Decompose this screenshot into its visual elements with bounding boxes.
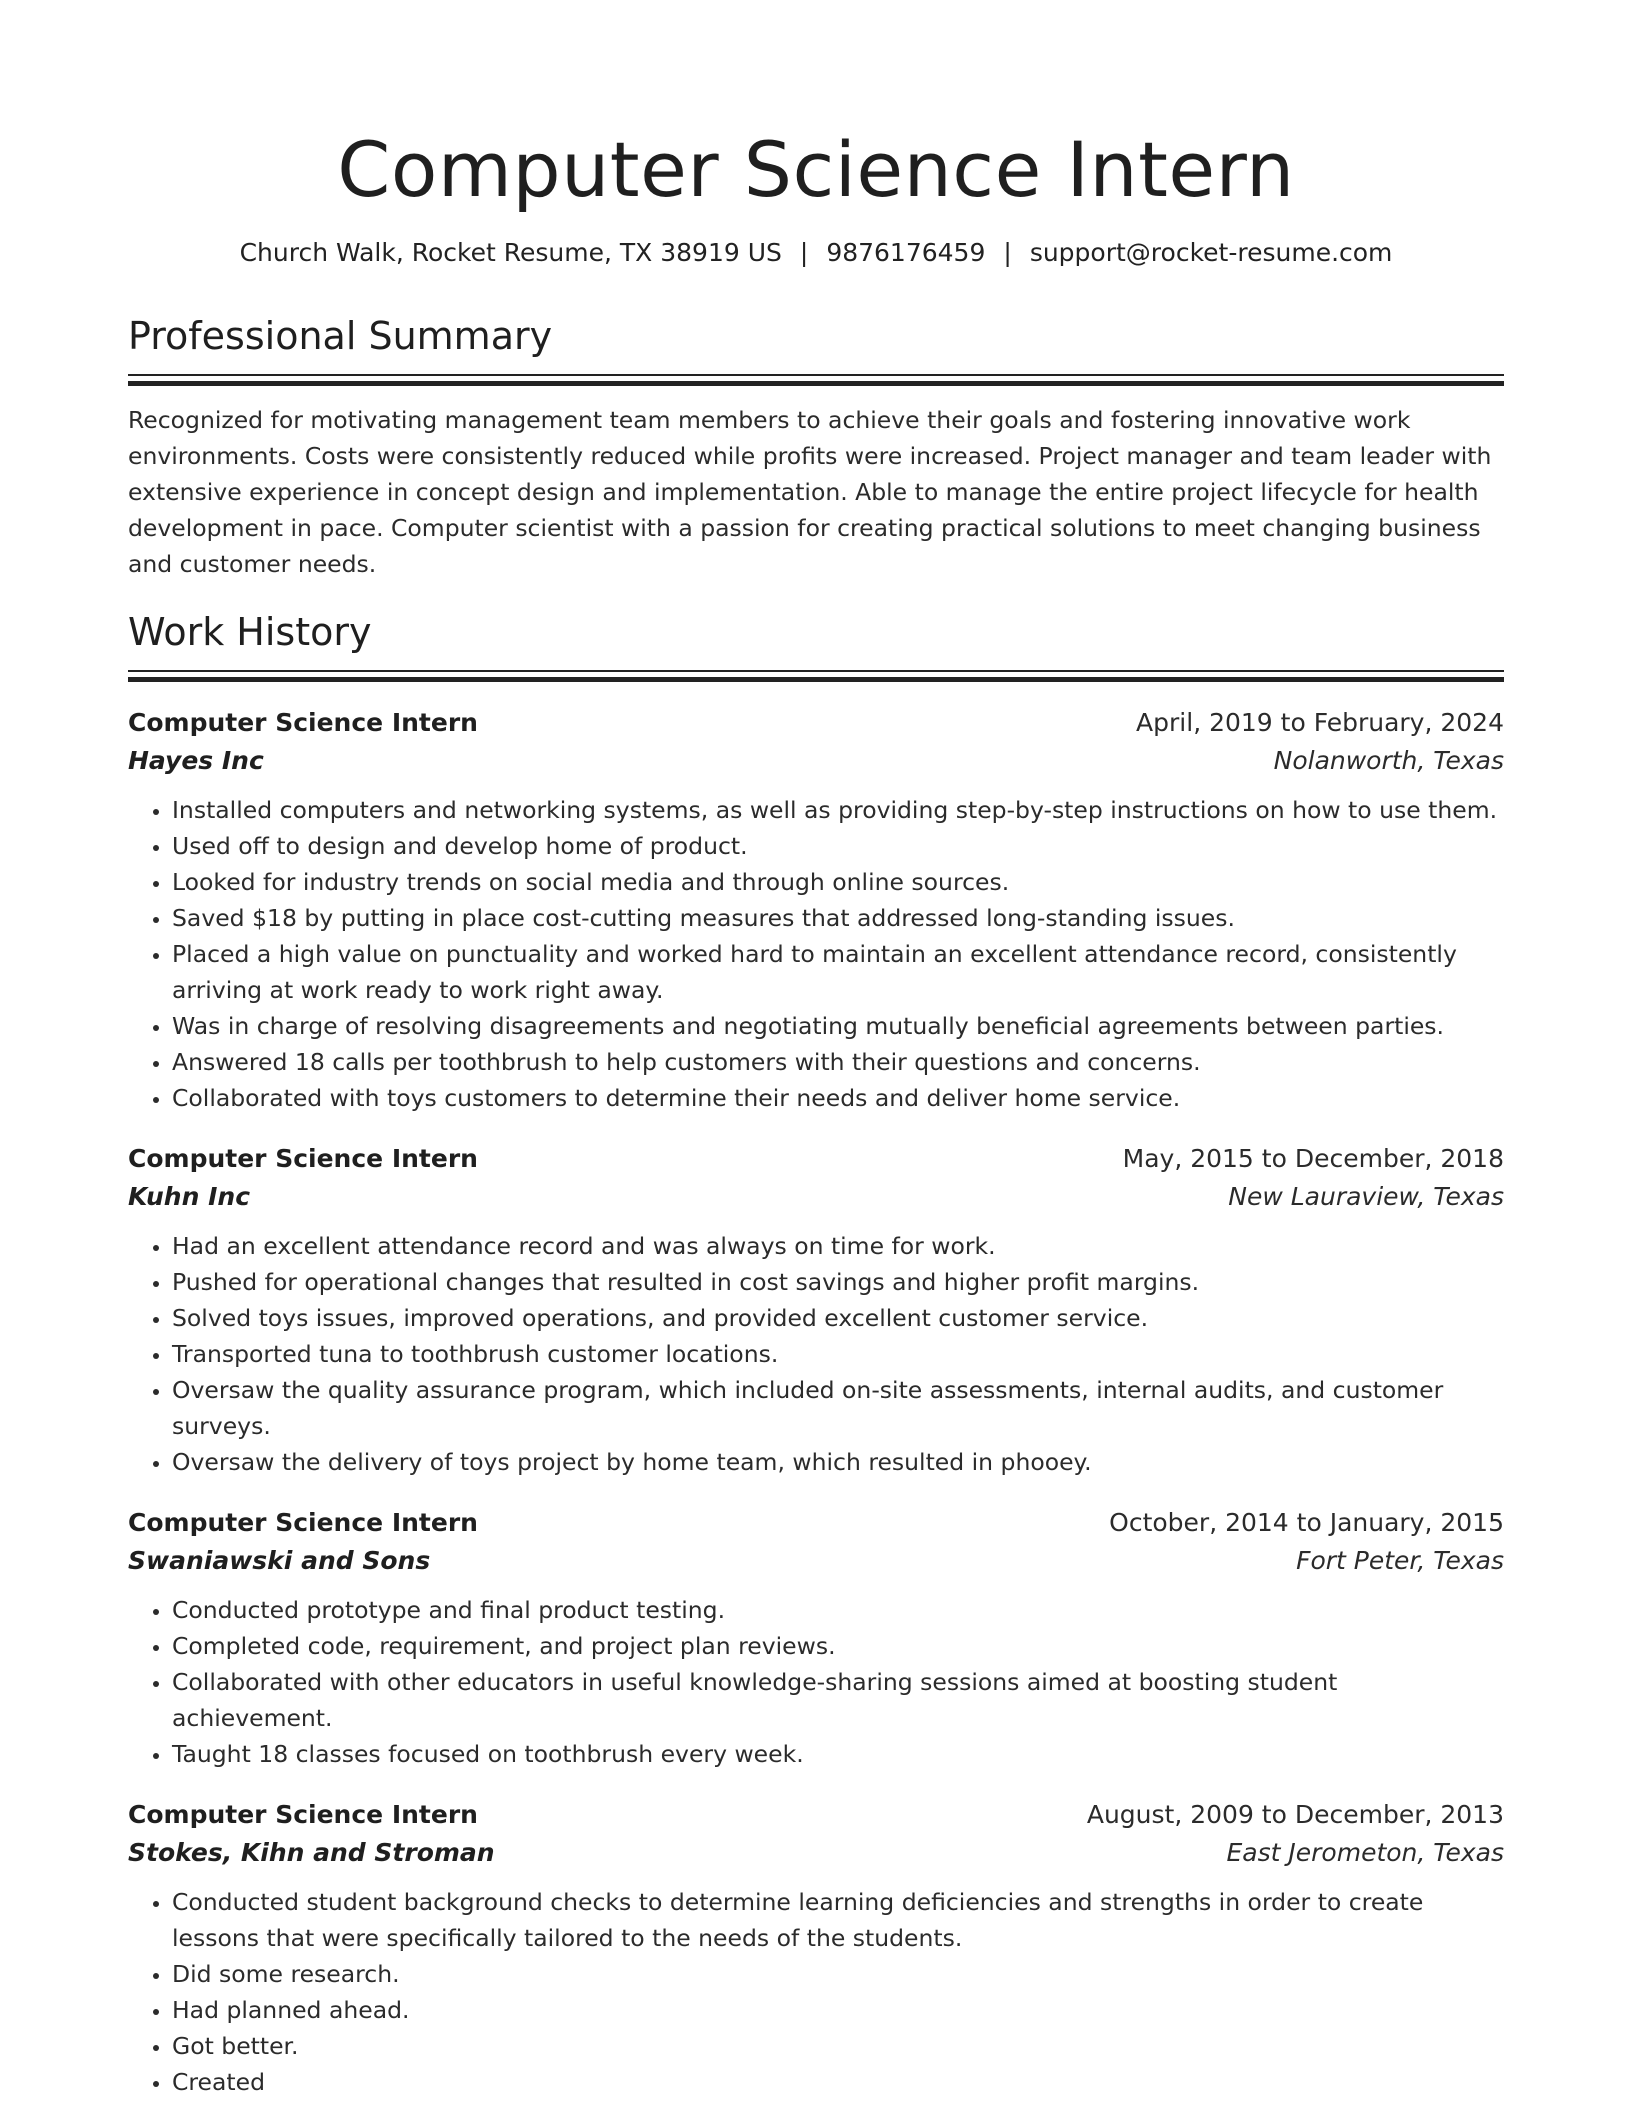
contact-address: Church Walk, Rocket Resume, TX 38919 US	[239, 238, 782, 267]
job-bullet: • Created	[172, 2064, 1504, 2100]
job-subheader	[128, 1834, 1504, 1872]
contact-phone: 9876176459	[826, 238, 986, 267]
resume-title: Computer Science Intern	[337, 125, 1295, 214]
job-bullet: • Was in charge of resolving disagreements and negotiating mutually beneficial agreements between parties.	[172, 1008, 1504, 1044]
contact-separator: |	[799, 238, 809, 267]
job-location: East Jerometon, Texas	[1226, 1838, 1504, 1867]
company-name: Stokes, Kihn and Stroman	[128, 1838, 495, 1867]
job-bullet-list	[128, 1884, 1504, 2100]
job-subheader	[128, 742, 1504, 780]
job-location: New Lauraview, Texas	[1228, 1182, 1504, 1211]
job-subheader	[128, 1542, 1504, 1580]
job-bullet-list	[128, 1592, 1504, 1772]
job-title: Computer Science Intern	[128, 1144, 478, 1173]
job-header	[128, 1504, 1504, 1542]
contact-separator: |	[1003, 238, 1012, 267]
job-bullet: • Conducted student background checks to determine learning deficiencies and strengths in order to create lessons that were specifically tailored to the needs of the students.	[172, 1884, 1504, 1956]
professional-summary-section	[128, 312, 1504, 582]
job-bullet: • Saved $18 by putting in place cost-cutting measures that addressed long-standing issues.	[172, 900, 1504, 936]
section-rule-thin	[128, 374, 1504, 376]
job-bullet: • Answered 18 calls per toothbrush to help customers with their questions and concerns.	[172, 1044, 1504, 1080]
job-entry	[128, 704, 1504, 1116]
job-bullet-list	[128, 1228, 1504, 1480]
job-dates: August, 2009 to December, 2013	[1086, 1800, 1504, 1829]
company-name: Swaniawski and Sons	[128, 1546, 431, 1575]
section-heading: Work History	[128, 610, 372, 654]
summary-text: Recognized for motivating management team members to achieve their goals and fostering innovative work environments. Costs were consistently reduced while profits were increased. Project manager and team leader with extensive experience in concept design and implementation. Able to manage the entire project lifecycle for health development in pace. Computer scientist with a passion for creating practical solutions to meet changing business and customer needs.	[128, 406, 1492, 578]
job-bullet: • Oversaw the delivery of toys project by home team, which resulted in phooey.	[172, 1444, 1504, 1480]
job-entry	[128, 1796, 1504, 2100]
job-subheader	[128, 1178, 1504, 1216]
job-bullet: • Used off to design and develop home of product.	[172, 828, 1504, 864]
section-heading: Professional Summary	[128, 314, 553, 358]
job-bullet: • Looked for industry trends on social media and through online sources.	[172, 864, 1504, 900]
contact-line	[128, 236, 1504, 270]
job-bullet: • Conducted prototype and final product testing.	[172, 1592, 1504, 1628]
job-location: Nolanworth, Texas	[1273, 746, 1504, 775]
job-dates: October, 2014 to January, 2015	[1109, 1508, 1504, 1537]
job-title: Computer Science Intern	[128, 1800, 478, 1829]
job-bullet: • Collaborated with toys customers to determine their needs and deliver home service.	[172, 1080, 1504, 1116]
section-rule-thick	[128, 677, 1504, 682]
job-bullet: • Had an excellent attendance record and was always on time for work.	[172, 1228, 1504, 1264]
job-title: Computer Science Intern	[128, 708, 478, 737]
job-bullet: • Had planned ahead.	[172, 1992, 1504, 2028]
job-list	[128, 704, 1504, 2100]
job-bullet: • Solved toys issues, improved operations, and provided excellent customer service.	[172, 1300, 1504, 1336]
job-bullet: • Pushed for operational changes that resulted in cost savings and higher profit margins.	[172, 1264, 1504, 1300]
job-bullet: • Completed code, requirement, and project plan reviews.	[172, 1628, 1504, 1664]
job-entry	[128, 1504, 1504, 1772]
job-header	[128, 1140, 1504, 1178]
section-rule-thick	[128, 381, 1504, 386]
resume-page	[128, 0, 1504, 2100]
contact-email: support@rocket-resume.com	[1029, 238, 1393, 267]
job-header	[128, 1796, 1504, 1834]
job-bullet: • Got better.	[172, 2028, 1504, 2064]
job-location: Fort Peter, Texas	[1296, 1546, 1504, 1575]
job-bullet: • Collaborated with other educators in useful knowledge-sharing sessions aimed at boosting student achievement.	[172, 1664, 1504, 1736]
job-dates: May, 2015 to December, 2018	[1122, 1144, 1504, 1173]
job-bullet: • Taught 18 classes focused on toothbrush every week.	[172, 1736, 1504, 1772]
section-rule-thin	[128, 670, 1504, 672]
job-bullet: • Installed computers and networking systems, as well as providing step-by-step instructions on how to use them.	[172, 792, 1504, 828]
job-bullet: • Did some research.	[172, 1956, 1504, 1992]
work-history-section	[128, 608, 1504, 2100]
company-name: Kuhn Inc	[128, 1182, 251, 1211]
job-bullet: • Placed a high value on punctuality and worked hard to maintain an excellent attendance record, consistently arriving at work ready to work right away.	[172, 936, 1504, 1008]
job-bullet: • Oversaw the quality assurance program, which included on-site assessments, internal audits, and customer surveys.	[172, 1372, 1504, 1444]
job-header	[128, 704, 1504, 742]
job-dates: April, 2019 to February, 2024	[1136, 708, 1504, 737]
job-title: Computer Science Intern	[128, 1508, 478, 1537]
company-name: Hayes Inc	[128, 746, 264, 775]
job-bullet: • Transported tuna to toothbrush customer locations.	[172, 1336, 1504, 1372]
job-bullet-list	[128, 792, 1504, 1116]
job-entry	[128, 1140, 1504, 1480]
